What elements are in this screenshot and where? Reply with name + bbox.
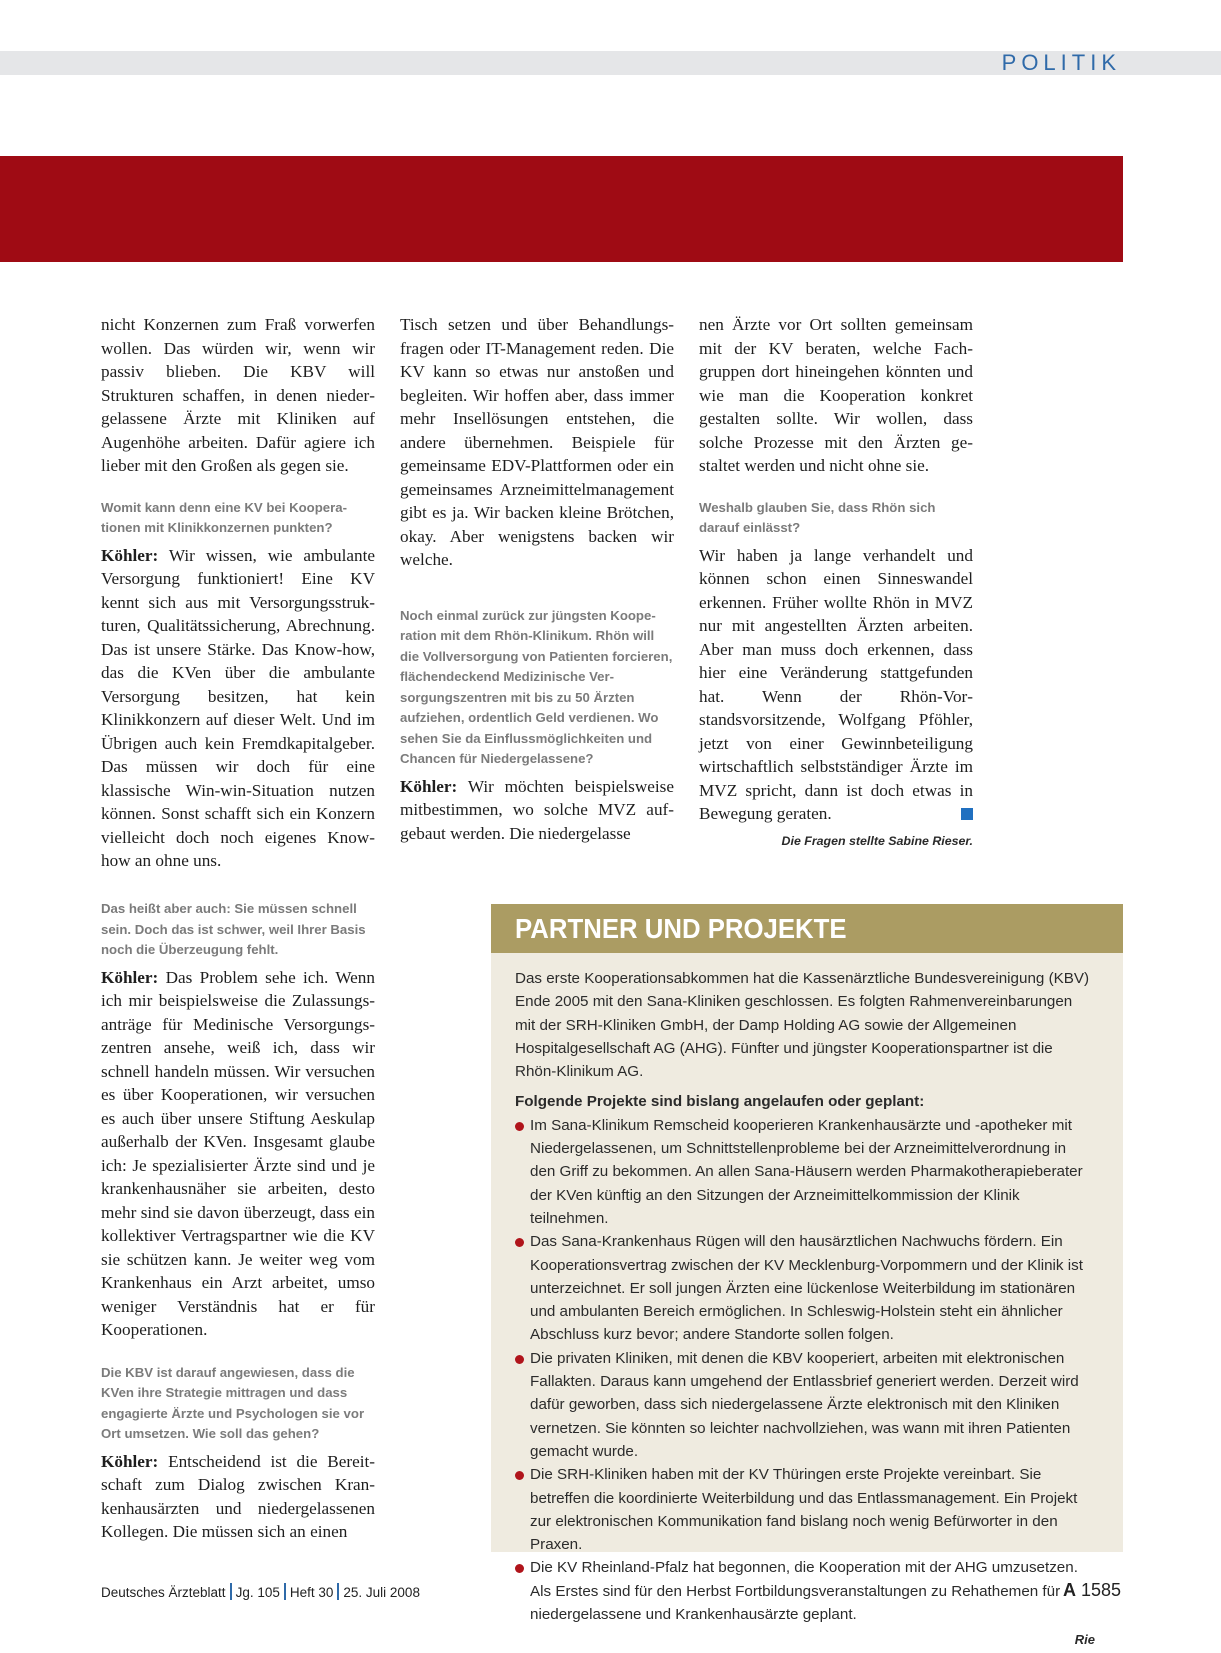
journal-issue: Heft 30 (289, 1585, 334, 1600)
interview-answer (400, 775, 674, 846)
page-number-value: 1585 (1080, 1580, 1121, 1600)
interview-question: Womit kann denn eine KV bei Kooperationen mit Klinikkonzernen punkten? (101, 499, 347, 535)
journal-date: 25. Juli 2008 (343, 1585, 420, 1600)
list-item: Im Sana-Klinikum Remscheid kooperieren Krankenhausärzte und -apotheker mit Niedergelassenen, um Schnittstellenprobleme bei der Arzneimittelverordnung in den Griff zu bekommen. An allen Sana-Häusern werden Pharmakotherapieberater der KVen künftig an den Sitzungen der Arzneimittelkommission der Klinik teilnehmen. (515, 1114, 1095, 1230)
paragraph: nicht Konzernen zum Fraß vorwerfen wollen. Das würden wir, wenn wir passiv blieben. Die KBV will Strukturen schaffen, in denen niedergelassene Ärzte mit Kliniken auf Augenhöhe arbeiten. Dafür agiere ich lieber mit den Großen als gegen sie. (101, 315, 375, 475)
answer-text: Wir möchten beispielsweise mitbestimmen, wo solche MVZ aufgebaut werden. Die niedergelasse (400, 776, 674, 843)
info-box-title: PARTNER UND PROJEKTE (515, 913, 847, 944)
journal-volume: Jg. 105 (235, 1585, 280, 1600)
paragraph: Tisch setzen und über Behandlungsfragen oder IT-Management reden. Die KV kann so etwas nur anstoßen und begleiten. Wir hoffen aber, dass immer mehr Insellösungen entstehen, die andere übernehmen. Beispiele für gemeinsame EDV-Plattformen oder ein gemeinsames Arzneimittelmanagement gibt es ja. Wir backen kleine Brötchen, okay. Aber wenigstens backen wir welche. (400, 315, 674, 569)
speaker-label: Köhler: (101, 545, 159, 565)
speaker-label: Köhler: (101, 1451, 159, 1471)
info-box-subheading: Folgende Projekte sind bislang angelaufen oder geplant: (515, 1093, 925, 1111)
list-item: Die KV Rheinland-Pfalz hat begonnen, die Kooperation mit der AHG umzusetzen. Als Erstes sind für den Herbst Fortbildungsveranstaltungen zu Rehathemen für niedergelassene und Krankenhausärzte geplant. (515, 1556, 1095, 1626)
interview-answer (101, 1450, 375, 1544)
answer-text: Entscheidend ist die Bereitschaft zum Dialog zwischen Krankenhausärzten und niedergelassenen Kollegen. Die müssen sich an einen (101, 1451, 376, 1541)
separator (230, 1583, 232, 1600)
answer-text: Wir haben ja lange verhandelt und können schon einen Sinneswandel erkennen. Früher wollte Rhön in MVZ nur mit angestellten Ärzten arbeiten. Aber man muss doch erkennen, dass hier eine Veränderung stattgefunden hat. Wenn der Rhön-Vorstandsvorsitzende, Wolfgang Pföhler, jetzt von einer Gewinnbeteiligung wirtschaftlich selbstständiger Ärzte im MVZ spricht, dann ist doch etwas in Bewegung geraten. (699, 545, 973, 823)
title-banner (0, 156, 1123, 262)
article-column-1 (101, 313, 375, 873)
list-item: Die SRH-Kliniken haben mit der KV Thüringen erste Projekte vereinbart. Sie betreffen die koordinierte Weiterbildung und das Entlassmanagement. Ein Projekt zur elektronischen Kommunikation fand bislang noch wenig Befürworter in den Praxen. (515, 1463, 1095, 1556)
interview-question: Weshalb glauben Sie, dass Rhön sich darauf einlässt? (699, 499, 936, 535)
footer-citation (101, 1583, 420, 1600)
page-prefix: A (1062, 1580, 1076, 1600)
project-list (515, 1114, 1095, 1627)
paragraph: nen Ärzte vor Ort sollten gemeinsam mit der KV beraten, welche Fachgruppen dort hineingehen könnten und wie man die Kooperation konkret gestalten sollte. Wir wollen, dass solche Prozesse mit den Ärzten gestaltet werden und nicht ohne sie. (699, 315, 973, 475)
info-box-intro: Das erste Kooperationsabkommen hat die Kassenärztliche Bundesvereinigung (KBV) Ende 2005 mit den Sana-Kliniken geschlossen. Es folgten Rahmenvereinbarungen mit der SRH-Kliniken GmbH, der Damp Holding AG sowie der Allgemeinen Hospitalgesellschaft AG (AHG). Fünfter und jüngster Kooperationspartner ist die Rhön-Klinikum AG. (515, 970, 1090, 1081)
speaker-label: Köhler: (101, 967, 159, 987)
info-box-header (491, 904, 1123, 953)
section-label: POLITIK (1001, 50, 1121, 75)
article-column-1-lower (101, 899, 375, 1544)
end-mark-icon (961, 808, 973, 820)
separator (284, 1583, 286, 1600)
interview-answer (101, 544, 375, 873)
article-column-3 (699, 313, 973, 853)
interview-answer (101, 966, 375, 1342)
list-item: Das Sana-Krankenhaus Rügen will den hausärztlichen Nachwuchs fördern. Ein Kooperationsvertrag zwischen der KV Mecklenburg-Vorpommern und der Klinik ist unterzeichnet. Er soll jungen Ärzten eine lückenlose Weiterbildung im stationären und ambulanten Bereich ermöglichen. In Schleswig-Holstein steht ein ähnlicher Abschluss kurz bevor; andere Standorte sollen folgen. (515, 1230, 1095, 1346)
list-item: Die privaten Kliniken, mit denen die KBV kooperiert, arbeiten mit elektronischen Fallakten. Daraus kann umgehend der Entlassbrief generiert werden. Derzeit wird dafür geworben, dass sich niedergelassene Ärzte elektronisch mit den Kliniken vernetzen. Sie könnten so leichter nachvollziehen, was wann mit ihren Patienten gemacht wurde. (515, 1347, 1095, 1463)
interview-question: Noch einmal zurück zur jüngsten Kooperation mit dem Rhön-Klinikum. Rhön will die Vollversorgung von Patienten forcieren, flächendeckend Medizinische Versorgungszentren mit bis zu 50 Ärzten aufziehen, ordentlich Geld verdienen. Wo sehen Sie da Einflussmöglichkeiten und Chancen für Niedergelassene? (400, 607, 673, 766)
speaker-label: Köhler: (400, 776, 458, 796)
interview-credit: Die Fragen stellte Sabine Rieser. (781, 833, 973, 848)
info-box-author: Rie (1074, 1632, 1095, 1648)
article-column-2 (400, 313, 674, 845)
answer-text: Wir wissen, wie ambulante Versorgung funktioniert! Eine KV kennt sich aus mit Versorgungsstrukturen, Qualitätssicherung, Abrechnung. Das ist unsere Stärke. Das Know-how, das die KVen über die ambulante Versorgung besitzen, hat kein Klinikkonzern auf dieser Welt. Und im Übrigen auch kein Fremdkapitalgeber. Das müssen wir doch für eine klassische Win-win-Situation nutzen können. Sonst schafft sich ein Konzern vielleicht doch noch eigenes Know-how an ohne uns. (101, 545, 375, 870)
page-number (1063, 1580, 1121, 1601)
interview-answer (699, 544, 973, 826)
answer-text: Das Problem sehe ich. Wenn ich mir beispielsweise die Zulassungsanträge für Medinische Versorgungszentren ansehe, weiß ich, dass wir schnell handeln müssen. Wir versuchen es über Kooperationen, wir versuchen es auch über unsere Stiftung Aeskulap außerhalb der KVen. Insgesamt glaube ich: Je spezialisierter Ärzte sind und je krankenhausnäher sie arbeiten, desto mehr sind sie davon überzeugt, dass ein kollektiver Vertragspartner wie die KV sie schützen kann. Je weiter weg vom Krankenhaus ein Arzt arbeitet, umso weniger Verständnis hat er für Kooperationen. (101, 967, 375, 1339)
info-box-body (515, 967, 1095, 1652)
interview-question: Die KBV ist darauf angewiesen, dass die KVen ihre Strategie mittragen und dass engagierte Ärzte und Psychologen sie vor Ort umsetzen. Wie soll das gehen? (101, 1364, 365, 1441)
separator (337, 1583, 339, 1600)
journal-name: Deutsches Ärzteblatt (101, 1585, 226, 1600)
interview-question: Das heißt aber auch: Sie müssen schnell sein. Doch das ist schwer, weil Ihrer Basis noch die Überzeugung fehlt. (101, 901, 366, 957)
